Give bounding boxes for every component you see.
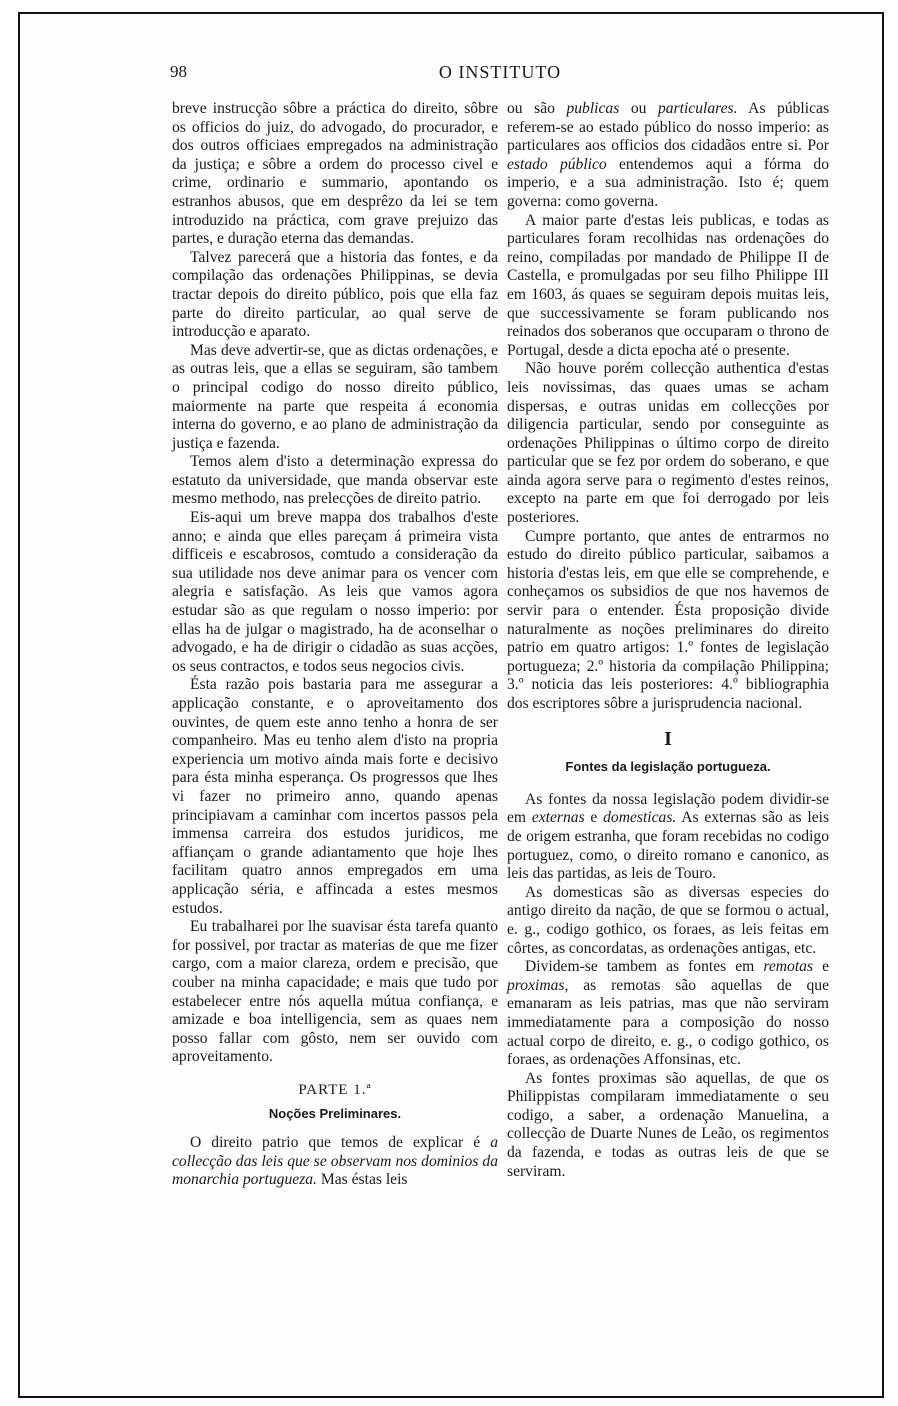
paragraph: Eis-aqui um breve mappa dos trabalhos d'este anno; e ainda que elles pareçam á primeira vista difficeis e escabrosos, comtudo a consideração da sua utilidade nos deve animar para os vencer com alegria e satisfação. As leis que vamos agora estudar são as que regulam o nosso imperio: por ellas ha de julgar o magistrado, ha de aconselhar o advogado, e ha de dirigir o cidadão as suas acções, os seus contractos, e todos seus negocios civis. xyxy=(172,509,498,675)
italic-term: remotas xyxy=(763,958,814,976)
italic-term: publicas xyxy=(566,100,620,117)
left-column xyxy=(172,100,498,1190)
text-run: ou são xyxy=(507,100,567,117)
text-run: As fontes da nossa legislação podem dividir-se em xyxy=(507,790,829,827)
paragraph: Não houve porém collecção authentica d'estas leis novissimas, das quaes umas se acham dispersas, e outras unidas em collecções por diligencia particular, sendo por conseguinte as ordenações Philippinas o último corpo de direito particular que se fez por ordem do soberano, e que ainda agora serve para o regimento d'estes reinos, excepto na parte em que foi derrogado por leis posteriores. xyxy=(507,360,829,527)
paragraph: Mas deve advertir-se, que as dictas ordenações, e as outras leis, que a ellas se seguiram, são tambem o principal codigo do nosso direito público, maiormente na parte que respeita á economia interna do governo, e ao plano de administração da justiça e fazenda. xyxy=(172,341,498,452)
italic-term: proximas, xyxy=(507,976,569,994)
text-run: O direito patrio que temos de explicar é xyxy=(190,1134,491,1152)
paragraph xyxy=(172,1134,498,1190)
page-header xyxy=(170,58,830,88)
text-run: entendemos aqui a fórma do imperio, e a sua administração. Isto é; quem governa: como governa. xyxy=(507,155,829,210)
italic-term: particulares. xyxy=(657,100,738,117)
right-column xyxy=(507,100,829,1181)
text-run: Mas éstas leis xyxy=(316,1171,408,1189)
text-run: e xyxy=(813,958,829,976)
paragraph xyxy=(507,958,829,1070)
paragraph: Cumpre portanto, que antes de entrarmos no estudo do direito público particular, saibamos a historia d'estas leis, em que elle se comprehende, e conheçamos os subsidios de que nos havemos de servir para o entender. Ésta proposição divide naturalmente as noções preliminares do direito patrio em quatro artigos: 1.º fontes de legislação portugueza; 2.º historia da compilação Philippina; 3.º noticia das leis posteriores: 4.º bibliographia dos escriptores sôbre a jurisprudencia nacional. xyxy=(507,527,829,712)
paragraph: Ésta razão pois bastaria para me assegurar a applicação constante, e o aproveitamento dos ouvintes, de quem este anno tenho a honra de ser companheiro. Mas eu tenho alem d'isto na propria experiencia um motivo ainda mais forte e decisivo para ésta minha esperança. Os progressos que lhes vi fazer no primeiro anno, quando apenas principiavam a caminhar com incertos passos pela immensa carreira dos estudos juridicos, me affiançam o grande adiantamento que hoje lhes facilitam quatro annos empregados em uma applicação séria, e affincada a estes mesmos estudos. xyxy=(172,676,498,917)
text-run: ou xyxy=(619,100,658,117)
section-subheading: Fontes da legislação portugueza. xyxy=(565,759,771,775)
paragraph: Eu trabalharei por lhe suavisar ésta tarefa quanto for possivel, por tractar as materias de que me fizer cargo, com a maior clareza, ordem e precisão, que couber na minha capacidade; e mais que tudo por estabelecer entre nós aquella mútua confiança, e amizade e boa intelligencia, sem as quaes nem posso fallar com gôsto, nem ser ouvido com aproveitamento. xyxy=(172,918,498,1066)
text-run: as remotas são aquellas de que emanaram as leis patrias, mas que não serviram immediatamente para a composição do nosso actual corpo de direito, e. g., o codigo gothico, os foraes, as ordenações Affonsinas, etc. xyxy=(507,976,829,1069)
section-subheading: Noções Preliminares. xyxy=(268,1106,402,1122)
paragraph: A maior parte d'estas leis publicas, e todas as particulares foram recolhidas nas ordenações do reino, compiladas por mandado de Philippe II de Castella, e promulgadas por seu filho Philippe III em 1603, ás quaes se seguiram depois muitas leis, que successivamente se foram publicando nos reinados dos soberanos que occuparam o throno de Portugal, desde a dicta epocha até o presente. xyxy=(507,211,829,359)
text-run: As públicas referem-se ao estado público do nosso imperio: as particulares aos officios dos cidadãos entre si. Por xyxy=(507,100,830,155)
paragraph: As fontes proximas são aquellas, de que os Philippistas compilaram immediatamente o seu codigo, a saber, a ordenação Manuelina, a collecção de Duarte Nunes de Leão, os regimentos da fazenda, e todas as outras leis de que se serviram. xyxy=(507,1069,829,1180)
italic-definition: a collecção das leis que se observam nos dominios da monarchia portugueza. xyxy=(172,1134,498,1189)
paragraph: Temos alem d'isto a determinação expressa do estatuto da universidade, que manda observar este mesmo methodo, nas prelecções de direito patrio. xyxy=(172,453,498,508)
paragraph xyxy=(507,791,829,884)
paragraph xyxy=(507,100,829,212)
text-run: As externas são as leis de origem estranha, que foram recebidas no codigo portuguez, como, o direito romano e canonico, as leis das partidas, as leis de Touro. xyxy=(507,809,830,883)
part-heading: PARTE 1.ª xyxy=(298,1081,372,1098)
page-number: 98 xyxy=(170,62,187,81)
text-run: e xyxy=(584,809,604,827)
running-title: O INSTITUTO xyxy=(438,62,562,82)
italic-term: estado público xyxy=(507,155,607,173)
italic-term: externas xyxy=(531,809,585,827)
paragraph: breve instrucção sôbre a práctica do direito, sôbre os officios do juiz, do advogado, do procurador, e dos outros officiaes empregados na administração da justiça; e sôbre a ordem do processo civel e crime, ordinario e summario, apontando os estranhos abusos, que em desprêzo da lei se tem introduzido na práctica, com grave prejuizo das partes, e duração eterna das demandas. xyxy=(172,100,498,248)
section-number: I xyxy=(664,727,672,750)
italic-term: domesticas. xyxy=(603,809,677,827)
paragraph: As domesticas são as diversas especies do antigo direito da nação, de que se formou o actual, e. g., codigo gothico, os foraes, as leis feitas em côrtes, as concordatas, as ordenações antigas, etc. xyxy=(507,883,829,957)
text-run: Dividem-se tambem as fontes em xyxy=(525,958,764,976)
paragraph: Talvez parecerá que a historia das fontes, e da compilação das ordenações Philippinas, se devia tractar depois do direito público, pois que ella faz parte do direito particular, ao qual serve de introducção e aparato. xyxy=(172,248,498,341)
